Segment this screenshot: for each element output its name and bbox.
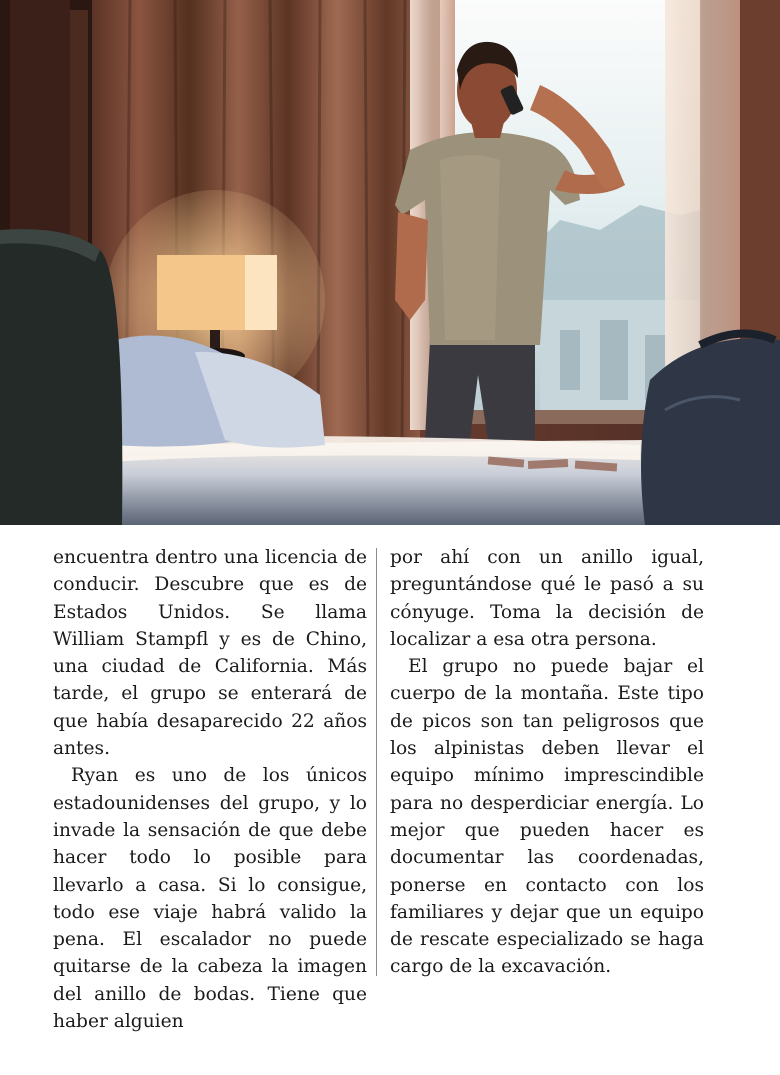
paragraph: por ahí con un anillo igual, preguntándose qué le pasó a su cónyuge. Toma la decisión de localizar a esa otra persona. [390,547,704,650]
article-column-left [53,544,367,1035]
hotel-room-scene [0,0,780,525]
hero-illustration [0,0,780,525]
paragraph: El grupo no puede bajar el cuerpo de la montaña. Este tipo de picos son tan peligrosos que los alpinistas deben llevar el equipo mínimo imprescindible para no desperdiciar energía. Lo mejor que pueden hacer es documentar las coordenadas, ponerse en contacto con los familiares y dejar que un equipo de rescate especializado se haga cargo de la excavación. [390,656,704,978]
armchair [0,229,122,525]
paragraph: Ryan es uno de los únicos estadounidenses del grupo, y lo invade la sensación de que debe hacer todo lo posible para llevarlo a casa. Si lo consigue, todo ese viaje habrá valido la pena. El escalador no puede quitarse de la cabeza la imagen del anillo de bodas. Tiene que haber alguien [53,765,367,1033]
column-divider [376,548,377,976]
paragraph: encuentra dentro una licencia de conducir. Descubre que es de Estados Unidos. Se llama William Stampfl y es de Chino, una ciudad de California. Más tarde, el grupo se enterará de que había desaparecido 22 años antes. [53,547,367,760]
article-column-right [390,544,704,981]
